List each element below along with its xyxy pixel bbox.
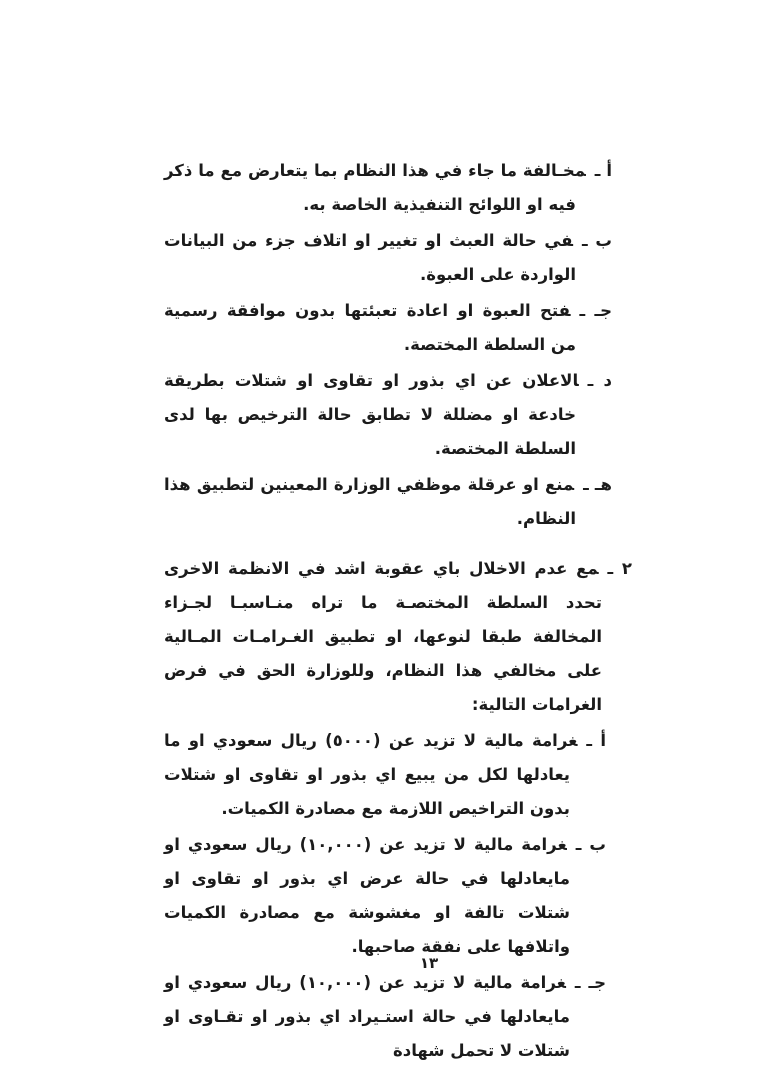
fine-item-ba: [164, 828, 606, 964]
list-item-ha: [164, 468, 612, 536]
item-text: منع او عرقلة موظفي الوزارة المعينين لتطبيق هذا النظام.: [164, 475, 576, 528]
item-marker: د ـ: [587, 371, 612, 390]
item-text: في حالة العبث او تغيير او اتلاف جزء من البيانات الواردة على العبوة.: [164, 231, 576, 284]
list-item-alef: [164, 154, 612, 222]
item-marker: أ ـ: [586, 731, 606, 750]
violations-list: [164, 154, 632, 536]
list-item-ba: [164, 224, 612, 292]
item-marker: جـ ـ: [579, 301, 612, 320]
clause-2: [164, 552, 632, 722]
item-marker: هـ ـ: [583, 475, 612, 494]
document-text-block: [164, 154, 632, 1070]
item-marker: جـ ـ: [574, 973, 606, 992]
item-marker: ب ـ: [582, 231, 612, 250]
item-text: غرامة مالية لا تزيد عن (٥٠٠٠) ريال سعودي او ما يعادلها لكل من يبيع اي بذور او تقاوى او شتلات بدون التراخيص اللازمة مع مصادرة الكميات.: [164, 731, 578, 818]
item-text: غرامة مالية لا تزيد عن (١٠,٠٠٠) ريال سعودي او مايعادلها في حالة عرض اي بذور او تقاوى او شتلات تالفة او مغشوشة مع مصادرة الكميات واتلافها على نفقة صاحبها.: [164, 835, 570, 956]
list-item-jeem: [164, 294, 612, 362]
page-number: ١٣: [419, 954, 439, 972]
item-text: مخـالفة ما جاء في هذا النظام بما يتعارض مع ما ذكر فيه او اللوائح التنفيذية الخاصة به.: [164, 161, 586, 214]
list-item-dal: [164, 364, 612, 466]
item-marker: ب ـ: [575, 835, 606, 854]
fine-item-jeem: [164, 966, 606, 1068]
fine-item-alef: [164, 724, 606, 826]
item-text: غرامة مالية لا تزيد عن (١٠,٠٠٠) ريال سعودي او مايعادلها في حالة استـيراد اي بذور او تقـاوى او شتلات لا تحمل شهادة: [164, 973, 570, 1060]
item-text: فتح العبوة او اعادة تعبئتها بدون موافقة رسمية من السلطة المختصة.: [164, 301, 576, 354]
clause-2-text: مع عدم الاخلال باي عقوبة اشد في الانظمة الاخرى تحدد السلطة المختصـة ما تراه منـاسبـا لجـزاء المخالفة طبقا لنوعها، او تطبيق الغـرامـات المـالية على مخالفي هذا النظام، وللوزارة الحق في فرض الغرامات التالية:: [164, 559, 602, 714]
clause-2-marker: ٢ ـ: [607, 559, 632, 578]
item-marker: أ ـ: [594, 161, 612, 180]
item-text: الاعلان عن اي بذور او تقاوى او شتلات بطريقة خادعة او مضللة لا تطابق حالة الترخيص بها لدى السلطة المختصة.: [164, 371, 579, 458]
fines-list: [164, 724, 632, 1068]
